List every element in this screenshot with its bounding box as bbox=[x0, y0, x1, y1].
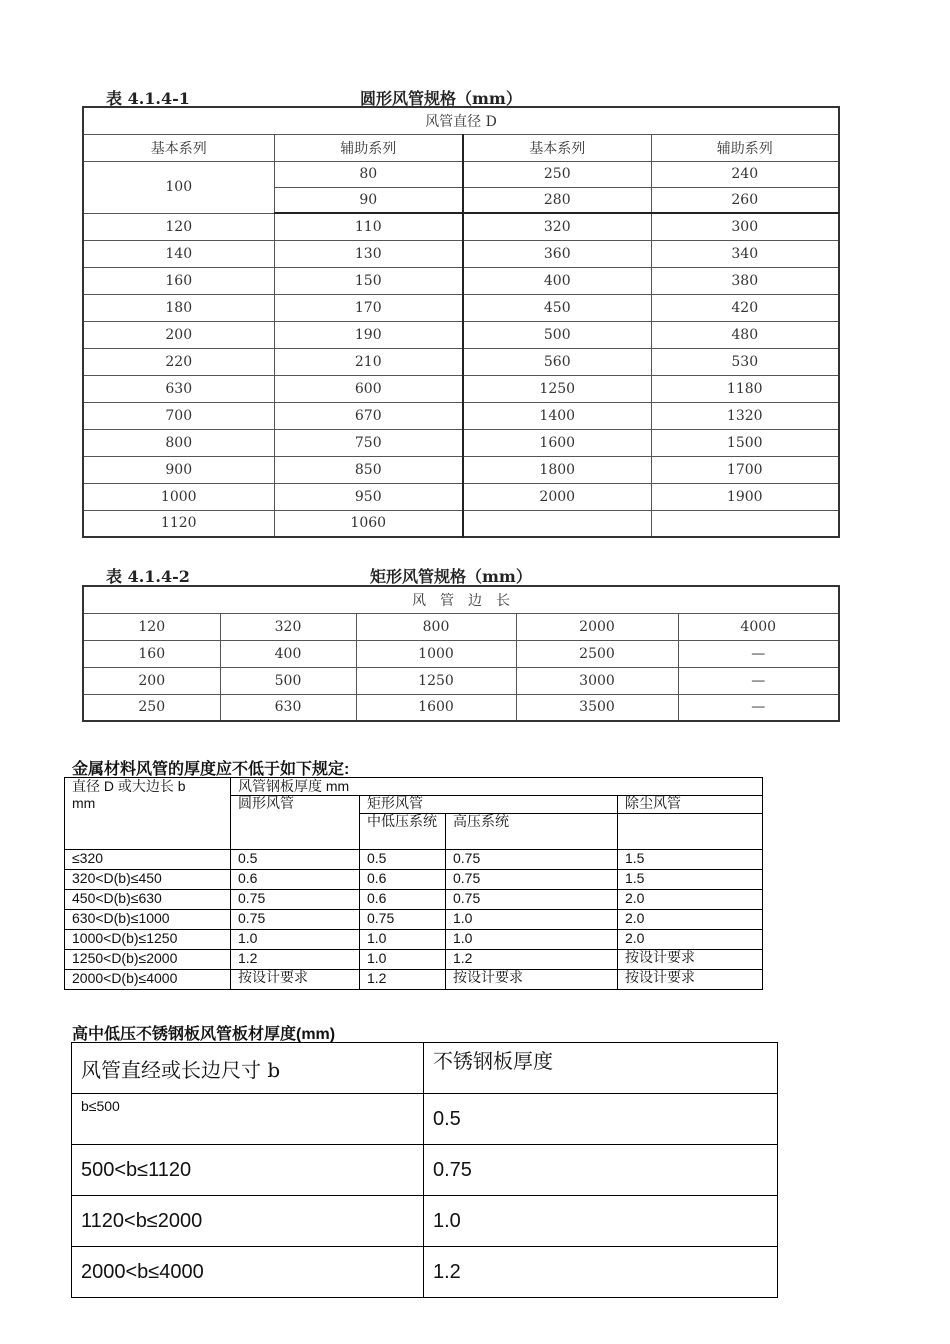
table-row: 1120 1060 bbox=[83, 510, 839, 537]
table-row: 160 150 400 380 bbox=[83, 267, 839, 294]
table-row: 120 110 320 300 bbox=[83, 213, 839, 240]
table-row: b≤500 0.5 bbox=[72, 1094, 778, 1145]
table2-title: 矩形风管规格（mm） bbox=[370, 567, 532, 586]
table3-thickness-header: 风管钢板厚度 mm bbox=[231, 778, 763, 796]
table1-cell: 280 bbox=[463, 187, 651, 213]
table2-group-header: 风 管 边 长 bbox=[83, 586, 839, 613]
table3-low-header: 中低压系统 bbox=[360, 814, 446, 850]
table4-title: 高中低压不锈钢板风管板材厚度(mm) bbox=[72, 1026, 336, 1043]
table-row: 1000<D(b)≤1250 1.0 1.0 1.0 2.0 bbox=[65, 930, 763, 950]
table-row: 450<D(b)≤630 0.75 0.6 0.75 2.0 bbox=[65, 890, 763, 910]
table1-label: 表 4.1.4-1 bbox=[106, 89, 190, 108]
table-row: 800 750 1600 1500 bbox=[83, 429, 839, 456]
table3-rect-header: 矩形风管 bbox=[360, 796, 618, 814]
table3-size-header: 直径 D 或大边长 b mm bbox=[65, 778, 231, 850]
table-row: 220 210 560 530 bbox=[83, 348, 839, 375]
table1-title: 圆形风管规格（mm） bbox=[360, 89, 522, 108]
table-row: 200 500 1250 3000 — bbox=[83, 667, 839, 694]
table3-title: 金属材料风管的厚度应不低于如下规定: bbox=[72, 761, 350, 778]
table4-size-header: 风管直经或长边尺寸 b bbox=[72, 1043, 424, 1094]
table1-header: 基本系列 bbox=[463, 134, 651, 161]
table-row: 1000 950 2000 1900 bbox=[83, 483, 839, 510]
table-row: 2000<D(b)≤4000 按设计要求 1.2 按设计要求 按设计要求 bbox=[65, 970, 763, 990]
table-row: 250 630 1600 3500 — bbox=[83, 694, 839, 721]
table-row: 500<b≤1120 0.75 bbox=[72, 1145, 778, 1196]
table1-header: 辅助系列 bbox=[651, 134, 839, 161]
table1-group-header: 风管直径 D bbox=[83, 107, 839, 134]
table-row: 630<D(b)≤1000 0.75 0.75 1.0 2.0 bbox=[65, 910, 763, 930]
table3-round-header: 圆形风管 bbox=[231, 796, 360, 850]
table2-label: 表 4.1.4-2 bbox=[106, 567, 190, 586]
table-row: 700 670 1400 1320 bbox=[83, 402, 839, 429]
table-row: 1120<b≤2000 1.0 bbox=[72, 1196, 778, 1247]
table-row: 180 170 450 420 bbox=[83, 294, 839, 321]
table3-dust-header: 除尘风管 bbox=[618, 796, 763, 814]
table1-header: 基本系列 bbox=[83, 134, 274, 161]
table-row: 900 850 1800 1700 bbox=[83, 456, 839, 483]
table-row: 140 130 360 340 bbox=[83, 240, 839, 267]
table-row: 2000<b≤4000 1.2 bbox=[72, 1247, 778, 1298]
table-row: 630 600 1250 1180 bbox=[83, 375, 839, 402]
table1-cell: 80 bbox=[274, 161, 463, 187]
table1-cell: 250 bbox=[463, 161, 651, 187]
round-duct-table bbox=[82, 106, 840, 538]
table3-high-header: 高压系统 bbox=[446, 814, 618, 850]
table-row: 120 320 800 2000 4000 bbox=[83, 613, 839, 640]
table1-cell: 100 bbox=[83, 161, 274, 213]
table-row: 320<D(b)≤450 0.6 0.6 0.75 1.5 bbox=[65, 870, 763, 890]
table4-thickness-header: 不锈钢板厚度 bbox=[424, 1043, 778, 1094]
table-row: ≤320 0.5 0.5 0.75 1.5 bbox=[65, 850, 763, 870]
table-row: 160 400 1000 2500 — bbox=[83, 640, 839, 667]
table-row: 1250<D(b)≤2000 1.2 1.0 1.2 按设计要求 bbox=[65, 950, 763, 970]
table1-header: 辅助系列 bbox=[274, 134, 463, 161]
table1-cell: 90 bbox=[274, 187, 463, 213]
table1-cell: 240 bbox=[651, 161, 839, 187]
table-row: 200 190 500 480 bbox=[83, 321, 839, 348]
table1-cell: 260 bbox=[651, 187, 839, 213]
stainless-thickness-table bbox=[71, 1042, 778, 1298]
rect-duct-table bbox=[82, 585, 840, 722]
metal-thickness-table bbox=[64, 777, 763, 990]
